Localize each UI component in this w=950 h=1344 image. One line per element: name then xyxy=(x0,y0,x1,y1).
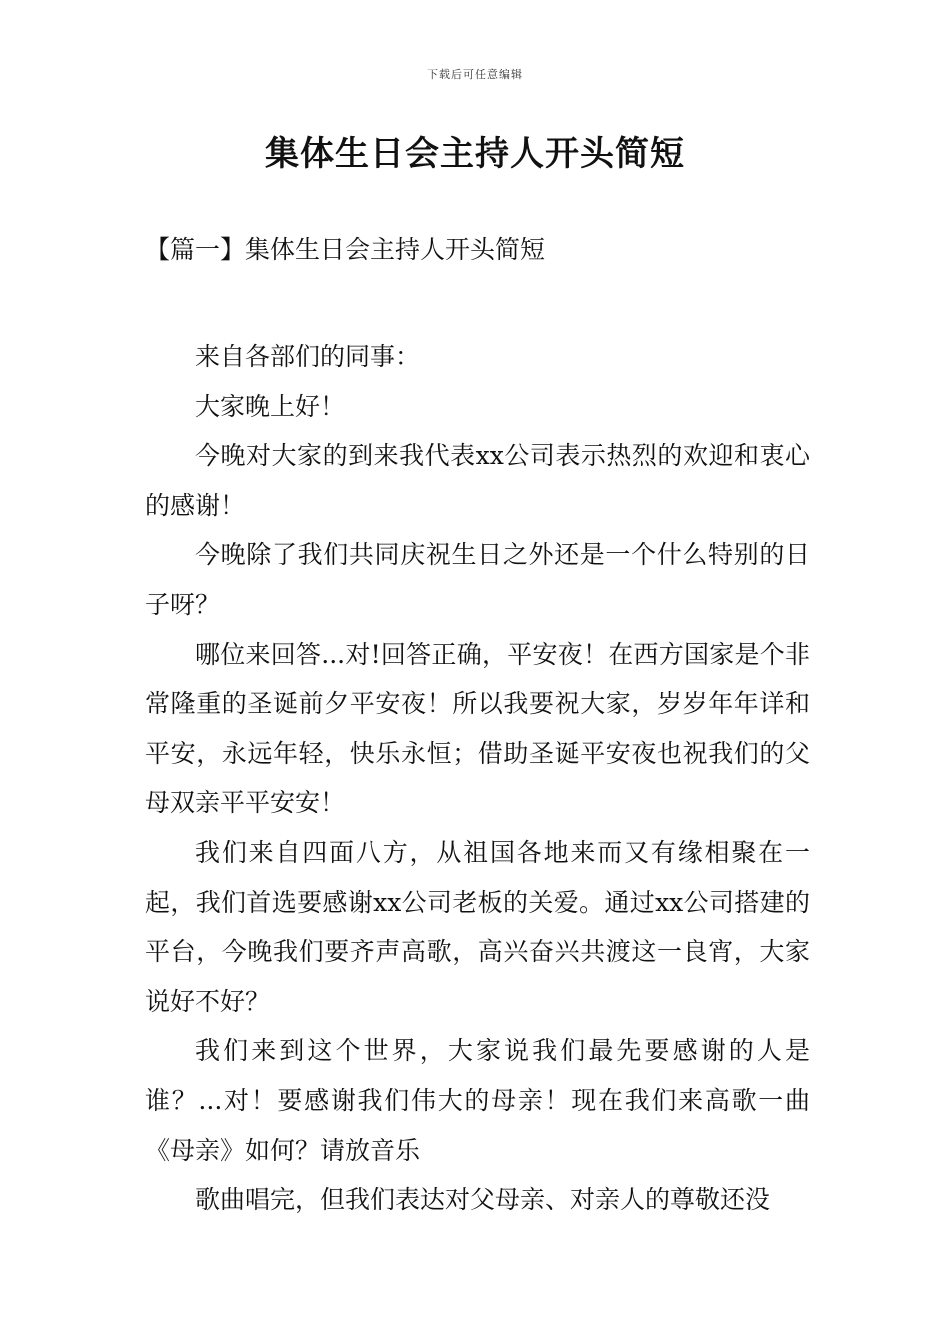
section-heading: 【篇一】集体生日会主持人开头简短 xyxy=(145,235,546,264)
paragraph: 大家晚上好！ xyxy=(195,391,346,421)
document-title: 集体生日会主持人开头简短 xyxy=(265,134,685,174)
paragraph: 今晚对大家的到来我代表xx公司表示热烈的欢迎和衷心的感谢！ xyxy=(145,441,810,520)
paragraph: 来自各部们的同事： xyxy=(195,342,421,371)
paragraph: 哪位来回答...对!回答正确，平安夜！在西方国家是个非常隆重的圣诞前夕平安夜！所以我要祝大家，岁岁年年详和平安，永远年轻，快乐永恒；借助圣诞平安夜也祝我们的父母双亲平平安安！ xyxy=(145,639,810,818)
header-note: 下载后可任意编辑 xyxy=(427,68,523,81)
paragraph: 我们来到这个世界，大家说我们最先要感谢的人是谁？...对！要感谢我们伟大的母亲！现在我们来高歌一曲《母亲》如何？请放音乐 xyxy=(145,1036,810,1165)
document-body xyxy=(145,332,810,1225)
paragraph: 歌曲唱完，但我们表达对父母亲、对亲人的尊敬还没 xyxy=(195,1185,771,1215)
paragraph: 我们来自四面八方，从祖国各地来而又有缘相聚在一起，我们首选要感谢xx公司老板的关爱。通过xx公司搭建的平台，今晚我们要齐声高歌，高兴奋兴共渡这一良宵，大家说好不好？ xyxy=(145,837,810,1016)
paragraph: 今晚除了我们共同庆祝生日之外还是一个什么特别的日子呀？ xyxy=(145,540,810,619)
